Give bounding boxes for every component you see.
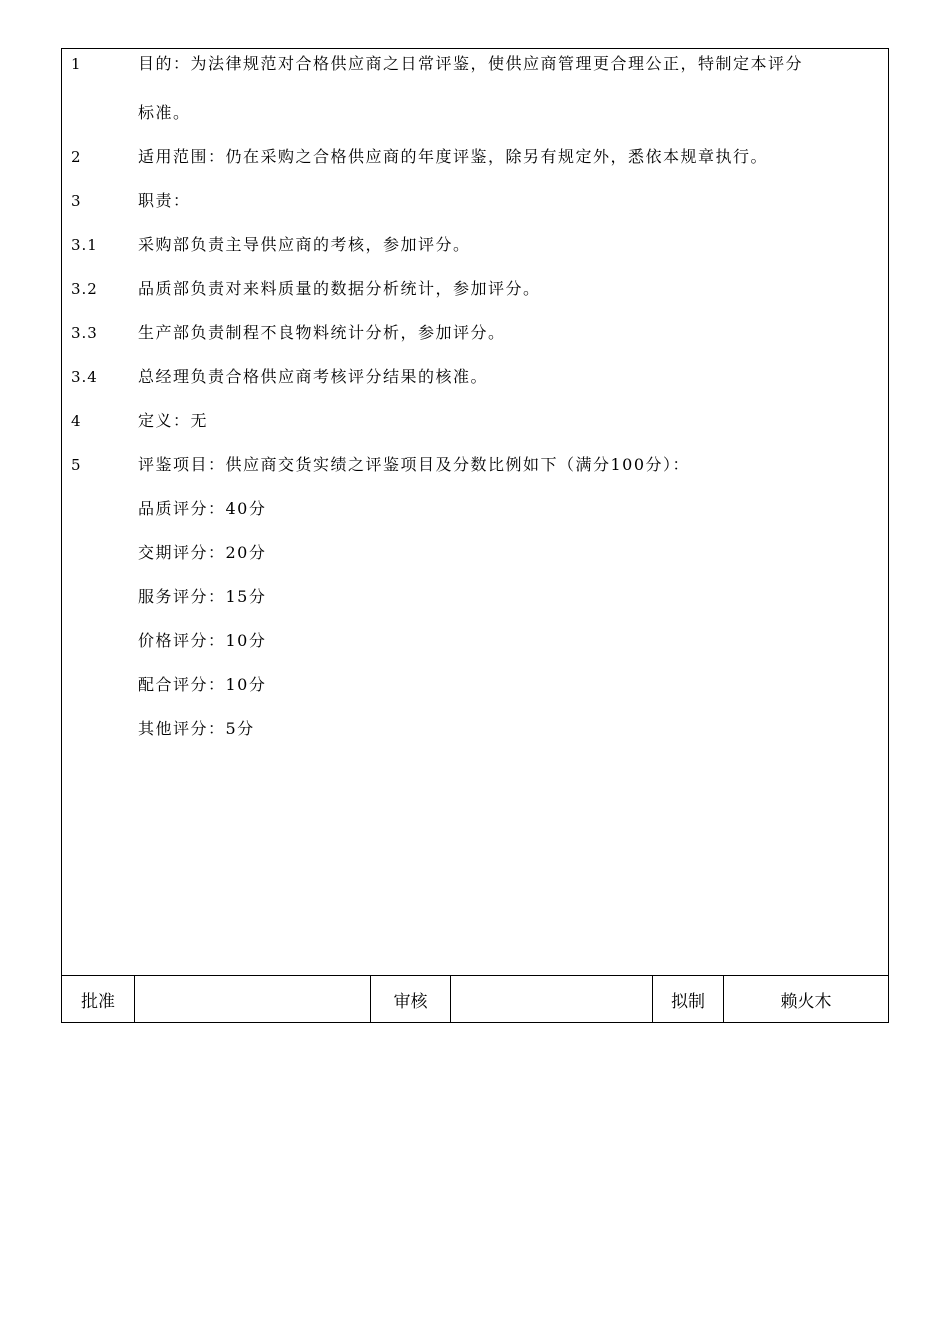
- section-number: 2: [71, 148, 82, 166]
- section-1: [62, 51, 888, 77]
- section-3-1: [62, 232, 888, 258]
- section-number: 4: [71, 412, 82, 430]
- document-body: [62, 49, 888, 975]
- section-3: [62, 188, 888, 214]
- section-number: 3.4: [71, 368, 98, 386]
- review-label: 审核: [371, 976, 451, 1023]
- section-text: 评鉴项目：供应商交货实绩之评鉴项目及分数比例如下（满分100分）：: [138, 455, 691, 474]
- score-item: [62, 584, 888, 610]
- section-number: 3.2: [71, 280, 98, 298]
- signoff-table: [62, 975, 888, 1022]
- draft-label: 拟制: [653, 976, 724, 1023]
- score-item: [62, 716, 888, 742]
- section-5: [62, 452, 888, 478]
- review-value: [451, 976, 653, 1023]
- score-text: 品质评分：40分: [138, 499, 267, 518]
- score-item: [62, 672, 888, 698]
- section-3-4: [62, 364, 888, 390]
- score-text: 服务评分：15分: [138, 587, 267, 606]
- section-number: 1: [71, 55, 82, 73]
- section-text: 适用范围：仍在采购之合格供应商的年度评鉴，除另有规定外，悉依本规章执行。: [138, 147, 769, 166]
- approve-value: [135, 976, 371, 1023]
- score-text: 价格评分：10分: [138, 631, 267, 650]
- section-text: 定义：无: [138, 411, 209, 430]
- score-text: 配合评分：10分: [138, 675, 267, 694]
- score-item: [62, 496, 888, 522]
- section-text: 采购部负责主导供应商的考核，参加评分。: [138, 235, 471, 254]
- section-3-2: [62, 276, 888, 302]
- section-text: 标准。: [138, 103, 191, 122]
- score-text: 其他评分：5分: [138, 719, 255, 738]
- section-text: 目的：为法律规范对合格供应商之日常评鉴，使供应商管理更合理公正，特制定本评分: [138, 54, 804, 73]
- section-text: 总经理负责合格供应商考核评分结果的核准。: [138, 367, 489, 386]
- section-text: 品质部负责对来料质量的数据分析统计，参加评分。: [138, 279, 541, 298]
- section-number: 3: [71, 192, 82, 210]
- section-text: 生产部负责制程不良物料统计分析，参加评分。: [138, 323, 506, 342]
- document-frame: [61, 48, 889, 1023]
- score-item: [62, 628, 888, 654]
- section-4: [62, 408, 888, 434]
- section-number: 5: [71, 456, 82, 474]
- draft-value: 赖火木: [780, 992, 832, 1012]
- section-1-continuation: [62, 100, 888, 126]
- approve-label: 批准: [62, 976, 135, 1023]
- section-number: 3.3: [71, 324, 98, 342]
- section-text: 职责：: [138, 191, 191, 210]
- section-3-3: [62, 320, 888, 346]
- score-text: 交期评分：20分: [138, 543, 267, 562]
- section-2: [62, 144, 888, 170]
- section-number: 3.1: [71, 236, 98, 254]
- score-item: [62, 540, 888, 566]
